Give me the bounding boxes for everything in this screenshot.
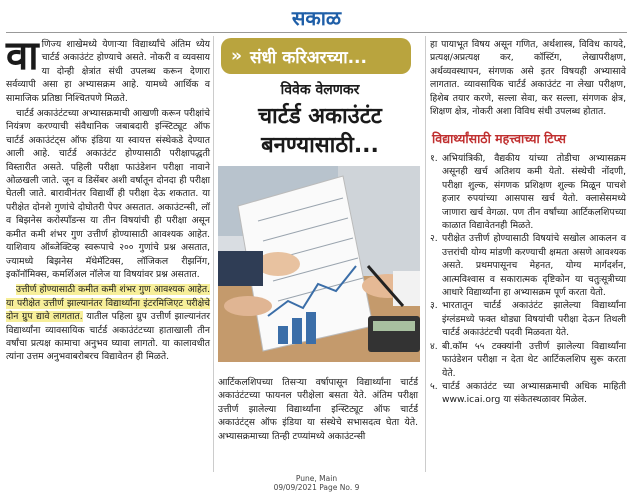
tip-text: अभियांत्रिकी, वैद्यकीय यांच्या तोडीचा अभ्यासक्रम असूनही खर्च अतिशय कमी येतो. संस्थेची नोंदणी, परीक्षा शुल्क, संगणक प्रशिक्षण शुल्क मिळून पाचशे हजार रुपयांच्या आसपास खर्च येतो. क्लासेसमध्ये जाणारा खर्च वेगळा. पण तीन वर्षांच्या आर्टिकलशिपच्या काळात विद्यावेतनही मिळते.	[442, 153, 626, 232]
tip-number: ४.	[430, 340, 438, 352]
tip-number: ५.	[430, 380, 438, 392]
section-tag-label: संधी करिअरच्या...	[249, 47, 367, 68]
drop-cap: वा	[6, 32, 39, 79]
tip-text: भारतातून चार्टर्ड अकाउंटंट झालेल्या विद्यार्थ्यांना इंग्लंडमध्ये फक्त थोड्या विषयांची परीक्षा देऊन तिथली चार्टर्ड अकाउंटंटची पदवी मिळवता येते.	[442, 300, 626, 339]
tip-item	[430, 340, 626, 380]
paragraph: आर्टिकलशिपच्या तिसऱ्या वर्षापासून विद्यार्थ्यांना चार्टर्ड अकाउंटंटच्या फायनल परीक्षेला बसता येते. अंतिम परीक्षा उत्तीर्ण झालेल्या विद्यार्थ्यांना इन्स्टिट्यूट ऑफ चार्टर्ड अकाउंटंट्स ऑफ इंडिया या संस्थेचे सभासदत्व घेता येते. अभ्यासक्रमाच्या तिन्ही टप्प्यांमध्ये अकाउंटन्सी	[218, 377, 418, 442]
tips-heading: विद्यार्थ्यांसाठी महत्त्वाच्या टिप्स	[432, 131, 566, 146]
highlighted-text: उत्तीर्ण होण्यासाठी कमीत कमी शंभर गुण आवश्यक आहेत. या परीक्षेत उत्तीर्ण झाल्यानंतर विद्यार्थ्यांना इंटरमिजिएट परीक्षेचे दोन ग्रुप द्यावे लागतात.	[6, 284, 210, 323]
tip-text: चार्टर्ड अकाउंटंट च्या अभ्यासक्रमाची अधिक माहिती www.icai.org या संकेतस्थळावर मिळेल.	[442, 380, 626, 406]
section-tag	[221, 38, 411, 74]
tip-number: ३.	[430, 300, 438, 312]
tip-number: १.	[430, 153, 438, 164]
headline: चार्टर्ड अकाउंटंट बनण्यासाठी...	[258, 104, 382, 158]
date-page-label: 09/09/2021 Page No. 9	[273, 483, 360, 492]
article-right-column	[430, 38, 626, 118]
edition-label: Pune, Main	[295, 474, 338, 483]
paragraph-text: णिज्य शाखेमध्ये येणाऱ्या विद्यार्थ्यांचे अंतिम ध्येय चार्टर्ड अकाउंटंट होण्याचे असते. नोकरी व व्यवसाय या दोन्ही क्षेत्रांत संधी उपलब्ध करून देणारा सर्वव्यापी असा हा अभ्यासक्रम आहे. यामध्ये आर्थिक व सामाजिक प्रतिष्ठा निश्चितपणे मिळते.	[6, 39, 210, 104]
double-chevron-icon: »	[231, 46, 242, 66]
tip-number: २.	[430, 233, 438, 245]
tip-item	[430, 232, 626, 299]
paragraph-text: यातील पहिला ग्रुप उत्तीर्ण झाल्यानंतर विद्यार्थ्यांना व्यावसायिक चार्टर्ड अकाउंटंटच्या हाताखाली तीन वर्षांचा प्रत्यक्ष कामाचा अनुभव घ्यावा लागतो. या कालावधीत त्यांना उत्तम अनुभवाबरोबरच विद्यावेतन ही मिळते.	[6, 311, 211, 363]
tips-list	[430, 152, 626, 407]
paragraph	[6, 32, 210, 105]
paragraph: हा पायाभूत विषय असून गणित, अर्थशास्त्र, विविध कायदे, प्रत्यक्ष/अप्रत्यक्ष कर, कॉस्टिंग, लेखापरीक्षण, अर्थव्यवस्थापन, संगणक असे इतर विषयही अभ्यासावे लागतात. व्यावसायिक चार्टर्ड अकाउंटंट ना लेखा परीक्षण, हिशेब तयार करणे, सल्ला सेवा, कर सल्ला, संगणक क्षेत्र, शिक्षण क्षेत्र, नोकरी अशा विविध संधी उपलब्ध होतात.	[430, 39, 626, 118]
tip-item	[430, 152, 626, 232]
article-left-column	[6, 32, 211, 366]
tip-item	[430, 299, 626, 339]
article-center-column	[218, 376, 418, 443]
top-rule	[6, 32, 627, 33]
tip-item	[430, 380, 626, 407]
paragraph: चार्टर्ड अकाउंटंटच्या अभ्यासक्रमाची आखणी करून परीक्षांचे नियंत्रण करण्याची संवैधानिक जबाबदारी इन्स्टिट्यूट ऑफ चार्टर्ड अकाउंटंट्स ऑफ इंडिया या स्वायत्त संस्थेकडे देण्यात आली आहे. चार्टर्ड अकाउंटंट होण्यासाठी परीक्षापद्धती विस्तारीत असते. पहिली परीक्षा फाउंडेशन परीक्षा नावाने ओळखली जाते. जून व डिसेंबर अशी वर्षातून दोनदा ही परीक्षा घेतली जाते. बारावीनंतर विद्यार्थी ही परीक्षा देऊ शकतात. या परीक्षेत दोनशे गुणांचे दोघोतरी पेपर असतात. अकाउंटन्सी, लॉ व बिझनेस करोस्पाँडन्स या तीन विषयांची ही परीक्षा असून कमीत कमी शंभर गुण उत्तीर्ण होण्यासाठी आवश्यक आहेत. याशिवाय ऑब्जेक्टिव्ह स्वरूपाचे २०० गुणांचे प्रश्न असतात, ज्यामध्ये बिझनेस मॅथेमॅटिक्स, लॉजिकल रीझनिंग, इकॉनॉमिक्स, कमर्शिअल नॉलेज या विषयांवर प्रश्न असतात.	[6, 108, 210, 280]
article-photo	[218, 166, 420, 362]
masthead: सकाळ	[291, 6, 342, 30]
tip-text: परीक्षेत उत्तीर्ण होण्यासाठी विषयांचे सखोल आकलन व उत्तरांची योग्य मांडणी करण्याची क्षमता असणे आवश्यक असते. प्रथमपासूनच मेहनत, योग्य मार्गदर्शन, आत्मविश्वास व सकारात्मक दृष्टिकोन या चतुःसूत्रीच्या आधारे विद्यार्थ्यांना हा अभ्यासक्रम पूर्ण करता येतो.	[442, 233, 626, 299]
author-byline: विवेक वेलणकर	[280, 82, 360, 98]
tip-text: बी.कॉम ५५ टक्क्यांनी उत्तीर्ण झालेल्या विद्यार्थ्यांना फाउंडेशन परीक्षा न देता थेट आर्टिकलशिप सुरू करता येते.	[442, 340, 626, 379]
paragraph	[6, 283, 210, 363]
page-footer	[0, 474, 633, 492]
